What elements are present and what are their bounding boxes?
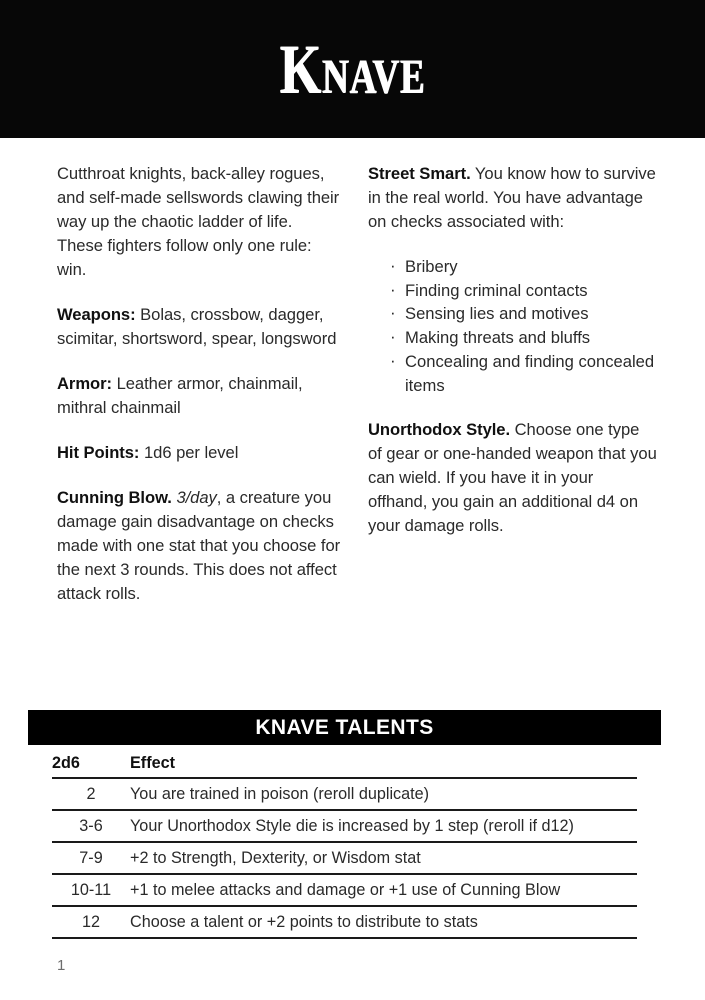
list-item: · Making threats and bluffs [368,326,657,350]
armor-paragraph [57,372,342,420]
list-item: · Finding criminal contacts [368,279,657,303]
street-smart-text: You know how to survive in the real world. You have advantage on checks associated with: [368,164,656,231]
talents-body [52,778,637,938]
hit-points-text: 1d6 per level [139,443,239,462]
street-smart-list [368,255,657,397]
right-column [360,138,705,606]
left-column [0,138,360,606]
list-item: · Bribery [368,255,657,279]
cell-effect: +1 to melee attacks and damage or +1 use of Cunning Blow [130,880,561,899]
cell-roll: 7-9 [79,848,103,867]
cunning-blow-paragraph [57,486,342,606]
weapons-text: Bolas, crossbow, dagger, scimitar, shortsword, spear, longsword [57,305,337,348]
list-item: · Concealing and finding concealed items [368,350,657,397]
cell-effect: Your Unorthodox Style die is increased by 1 step (reroll if d12) [130,816,574,835]
table-row [52,874,637,906]
talents-grid [52,749,637,939]
cunning-blow-emphasis: 3/day [176,488,217,507]
cell-effect: Choose a talent or +2 points to distribute to stats [130,912,478,931]
talents-banner: KNAVE TALENTS [28,710,661,745]
page-header-band [0,0,705,138]
unorthodox-style-text: Choose one type of gear or one-handed weapon that you can wield. If you have it in your offhand, you gain an additional d4 on your damage rolls. [368,420,657,536]
hit-points-paragraph [57,441,342,465]
list-item: · Sensing lies and motives [368,302,657,326]
knave-talents-table [28,710,661,939]
column-header-roll: 2d6 [52,753,80,772]
street-smart-paragraph [368,162,657,234]
unorthodox-style-paragraph [368,418,657,538]
cunning-blow-label: Cunning Blow. [57,488,172,507]
table-row [52,810,637,842]
weapons-paragraph [57,303,342,351]
armor-label: Armor: [57,374,113,393]
cell-roll: 2 [86,784,96,803]
body-columns [0,138,705,606]
cell-effect: +2 to Strength, Dexterity, or Wisdom stat [130,848,421,867]
cell-roll: 12 [81,912,100,931]
table-row [52,778,637,810]
column-header-effect: Effect [130,753,175,772]
street-smart-label: Street Smart. [368,164,471,183]
cell-roll: 3-6 [79,816,103,835]
cell-effect: You are trained in poison (reroll duplicate) [130,784,430,803]
page-title: Knave [279,31,426,109]
unorthodox-style-label: Unorthodox Style. [368,420,511,440]
intro-paragraph: Cutthroat knights, back-alley rogues, and self-made sellswords clawing their way up the chaotic ladder of life. These fighters follow only one rule: win. [57,164,340,279]
weapons-label: Weapons: [57,305,136,324]
cell-roll: 10-11 [70,880,112,899]
table-header-row [52,749,637,778]
table-row [52,906,637,938]
cunning-blow-text: , a creature you damage gain disadvantage on checks made with one stat that you choose for the next 3 rounds. This does not affect attack rolls. [57,488,341,603]
armor-text: Leather armor, chainmail, mithral chainmail [57,374,303,417]
table-row [52,842,637,874]
page-number: 1 [57,957,66,974]
hit-points-label: Hit Points: [57,443,140,462]
